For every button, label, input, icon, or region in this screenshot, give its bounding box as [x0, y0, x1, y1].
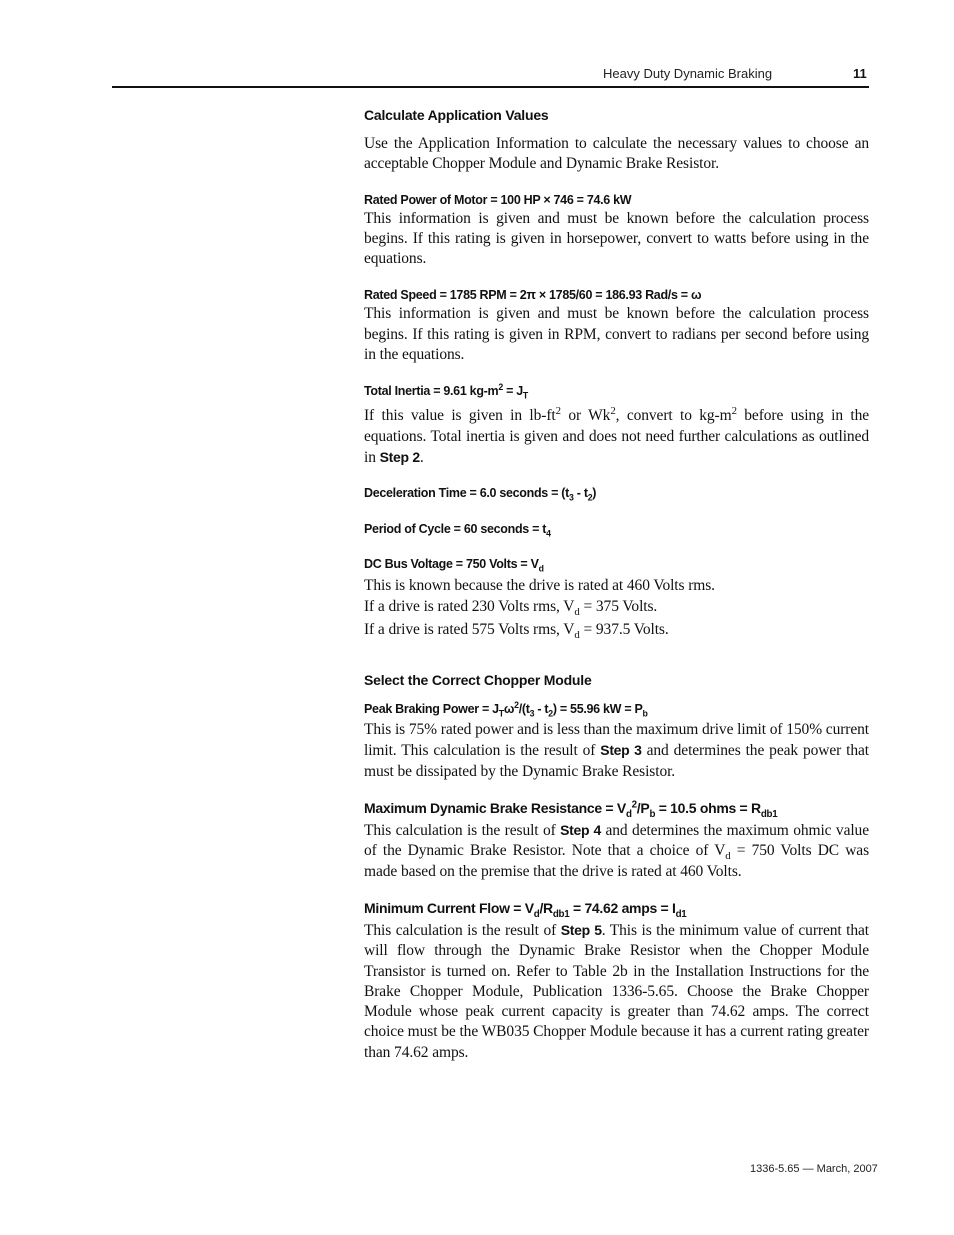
page-number: 11 [853, 66, 867, 81]
footer-publication: 1336-5.65 — March, 2007 [750, 1163, 878, 1175]
dc-bus-heading: DC Bus Voltage = 750 Volts = $V_d$ [364, 557, 544, 574]
rated-speed-text: This information is given and must be known before the calculation process begins. If this rating is given in RPM, convert to radians per second before using in the equations. [364, 305, 869, 364]
running-header-title: Heavy Duty Dynamic Braking [603, 66, 773, 81]
max-resistance-text: This calculation is the result of Step 4 and determines the maximum ohmic value of the Dynamic Brake Resistor. Note that a choice of $V_d = 750$ Volts DC was made based on the premise that the drive is rated at 460 Volts. [364, 822, 869, 880]
main-content [364, 107, 869, 1063]
dc-bus-line-1: This is known because the drive is rated at 460 Volts rms. [364, 577, 715, 595]
step-3-ref: Step 3 [600, 742, 642, 759]
period-heading: Period of Cycle = 60 seconds = $t_4$ [364, 522, 551, 539]
rated-speed-heading: Rated Speed = 1785 RPM = 2π × 1785/60 = 186.93 Rad/s = ω [364, 288, 702, 303]
dc-bus-line-2: If a drive is rated 230 Volts rms, $V_d = 375$ Volts. [364, 597, 658, 618]
min-current-heading: Minimum Current Flow = $V_d/R_{db1} = 74.62$ amps = $I_{d1}$ [364, 899, 687, 920]
decel-heading: Deceleration Time = 6.0 seconds = $(t_3 - t_2)$ [364, 486, 597, 503]
rated-power-text: This information is given and must be known before the calculation process begins. If this rating is given in horsepower, convert to watts before using in the equations. [364, 209, 869, 268]
peak-power-text: This is 75% rated power and is less than the maximum drive limit of 150% current limit. This calculation is the result of Step 3 and determines the peak power that must be dissipated by the Dynamic Brake Resistor. [364, 721, 870, 780]
dc-bus-line-3: If a drive is rated 575 Volts rms, $V_d = 937.5$ Volts. [364, 620, 669, 641]
header-rule [112, 86, 869, 88]
section-title-calculate: Calculate Application Values [364, 107, 549, 123]
inertia-text: If this value is given in $lb-ft^2$ or Wk$^2$, convert to $kg-m^2$ before using in the equations. Total inertia is given and does not need further calculations as outlined in Step 2. [364, 405, 869, 466]
step-2-ref: Step 2 [379, 448, 420, 465]
step-5-ref: Step 5 [560, 921, 602, 938]
rated-power-heading: Rated Power of Motor = 100 HP × 746 = 74.6 kW [364, 192, 632, 207]
intro-paragraph: Use the Application Information to calculate the necessary values to choose an acceptable Chopper Module and Dynamic Brake Resistor. [364, 135, 869, 173]
peak-power-heading: Peak Braking Power = $J_T\omega^2/(t_3 - t_2) = 55.96$ kW = $P_b$ [364, 700, 648, 719]
inertia-heading: Total Inertia = 9.61 $kg-m^2 = J_T$ [364, 382, 528, 401]
step-4-ref: Step 4 [560, 822, 602, 839]
section-title-select: Select the Correct Chopper Module [364, 672, 592, 689]
max-resistance-heading: Maximum Dynamic Brake Resistance = $V_d^2/P_b = 10.5$ ohms = $R_{db1}$ [364, 799, 778, 820]
min-current-text: This calculation is the result of Step 5. This is the minimum value of current that will flow through the Dynamic Brake Resistor when the Chopper Module Transistor is turned on. Refer to Table 2b in the Installation Instructions for the Brake Chopper Module, Publication 1336-5.65. Choose the Brake Chopper Module whose peak current capacity is greater than 74.62 amps. The correct choice must be the WB035 Chopper Module because it has a current rating greater than 74.62 amps. [364, 921, 869, 1061]
